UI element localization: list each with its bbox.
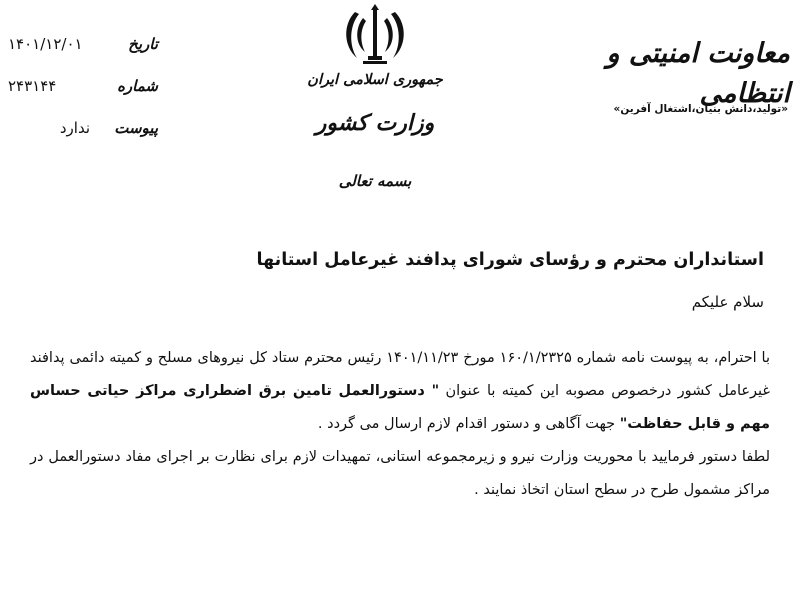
attachment-label: پیوست	[114, 119, 158, 137]
invocation: بسمه تعالی	[338, 172, 412, 190]
slogan: «تولید،دانش بنیان،اشتغال آفرین»	[613, 103, 788, 115]
letter-body	[30, 342, 770, 507]
addressee: استانداران محترم و رؤسای شورای پدافند غیرعامل استانها	[256, 250, 764, 270]
paragraph-1: با احترام، به پیوست نامه شماره ۱۶۰/۱/۲۳۲۵ مورخ ۱۴۰۱/۱۱/۲۳ رئیس محترم ستاد کل نیروهای مسلح و کمیته دائمی پدافند غیرعامل کشور درخصوص مصوبه این کمیته با عنوان	[30, 350, 771, 399]
paragraph-2: لطفا دستور فرمایید با محوریت وزارت نیرو و زیرمجموعه استانی، تمهیدات لازم برای نظارت بر اجرای مفاد دستورالعمل در مراکز مشمول طرح در سطح استان اتخاذ نمایند .	[30, 449, 770, 498]
date-label: تاریخ	[128, 35, 158, 53]
department-title: معاونت امنیتی و انتظامی	[606, 38, 790, 109]
date-value: ۱۴۰۱/۱۲/۰۱	[8, 35, 83, 53]
ministry-name: وزارت کشور	[315, 110, 435, 136]
republic-name: جمهوری اسلامی ایران	[307, 71, 443, 88]
greeting: سلام علیکم	[691, 293, 764, 311]
iran-emblem-icon	[341, 4, 409, 66]
attachment-value: ندارد	[59, 119, 90, 137]
number-value: ۲۴۳۱۴۴	[8, 77, 57, 95]
directive-title: " دستورالعمل تامین برق اضطراری مراکز حیاتی حساس مهم و قابل حفاظت"	[30, 383, 770, 432]
number-label: شماره	[117, 77, 158, 95]
paragraph-1-end: جهت آگاهی و دستور اقدام لازم ارسال می گردد .	[317, 416, 616, 432]
